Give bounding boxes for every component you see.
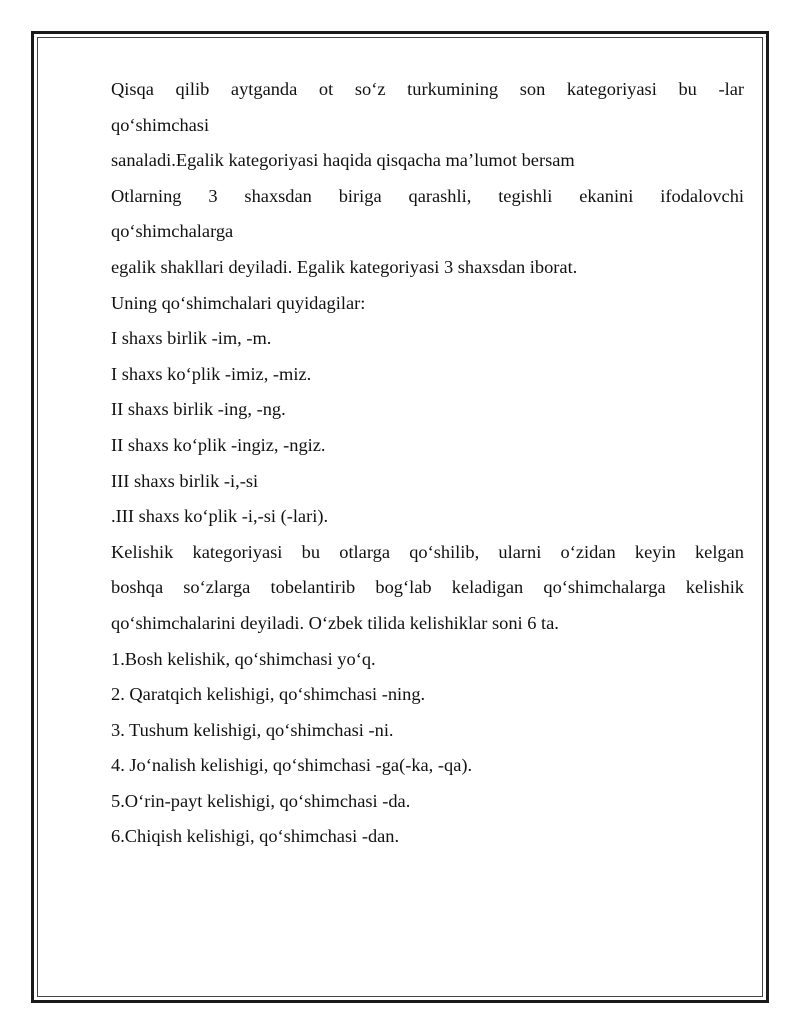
list-item: 6.Chiqish kelishigi, qo‘shimchasi -dan. [111,826,400,847]
list-item: 3. Tushum kelishigi, qo‘shimchasi -ni. [111,719,394,740]
text-line: Otlarning 3 shaxsdan biriga qarashli, tegishli ekanini ifodalovchi [111,185,744,206]
list-item: .III shaxs ko‘plik -i,-si (-lari). [111,506,329,527]
text-line: egalik shakllari deyiladi. Egalik kategoriyasi 3 shaxsdan iborat. [111,256,578,277]
list-item: I shaxs birlik -im, -m. [111,328,272,349]
text-line: qo‘shimchalarini deyiladi. O‘zbek tilida kelishiklar soni 6 ta. [111,612,559,633]
list-item: 4. Jo‘nalish kelishigi, qo‘shimchasi -ga(-ka, -qa). [111,755,473,776]
list-item: I shaxs ko‘plik -imiz, -miz. [111,363,312,384]
text-line: boshqa so‘zlarga tobelantirib bog‘lab keladigan qo‘shimchalarga kelishik [111,577,744,598]
list-item: 2. Qaratqich kelishigi, qo‘shimchasi -ning. [111,684,426,705]
text-line: Qisqa qilib aytganda ot so‘z turkumining son kategoriyasi bu -lar [111,79,744,99]
document-body [111,72,744,855]
list-item: II shaxs birlik -ing, -ng. [111,399,286,420]
text-line: qo‘shimchalarga [111,221,234,242]
list-item: II shaxs ko‘plik -ingiz, -ngiz. [111,434,326,455]
list-item: 1.Bosh kelishik, qo‘shimchasi yo‘q. [111,648,376,669]
list-item: III shaxs birlik -i,-si [111,470,259,491]
text-line: qo‘shimchasi [111,114,210,135]
list-item: 5.O‘rin-payt kelishigi, qo‘shimchasi -da. [111,790,411,811]
text-line: sanaladi.Egalik kategoriyasi haqida qisqacha ma’lumot bersam [111,150,575,171]
text-line: Kelishik kategoriyasi bu otlarga qo‘shilib, ularni o‘zidan keyin kelgan [111,541,744,562]
text-line: Uning qo‘shimchalari quyidagilar: [111,292,366,313]
